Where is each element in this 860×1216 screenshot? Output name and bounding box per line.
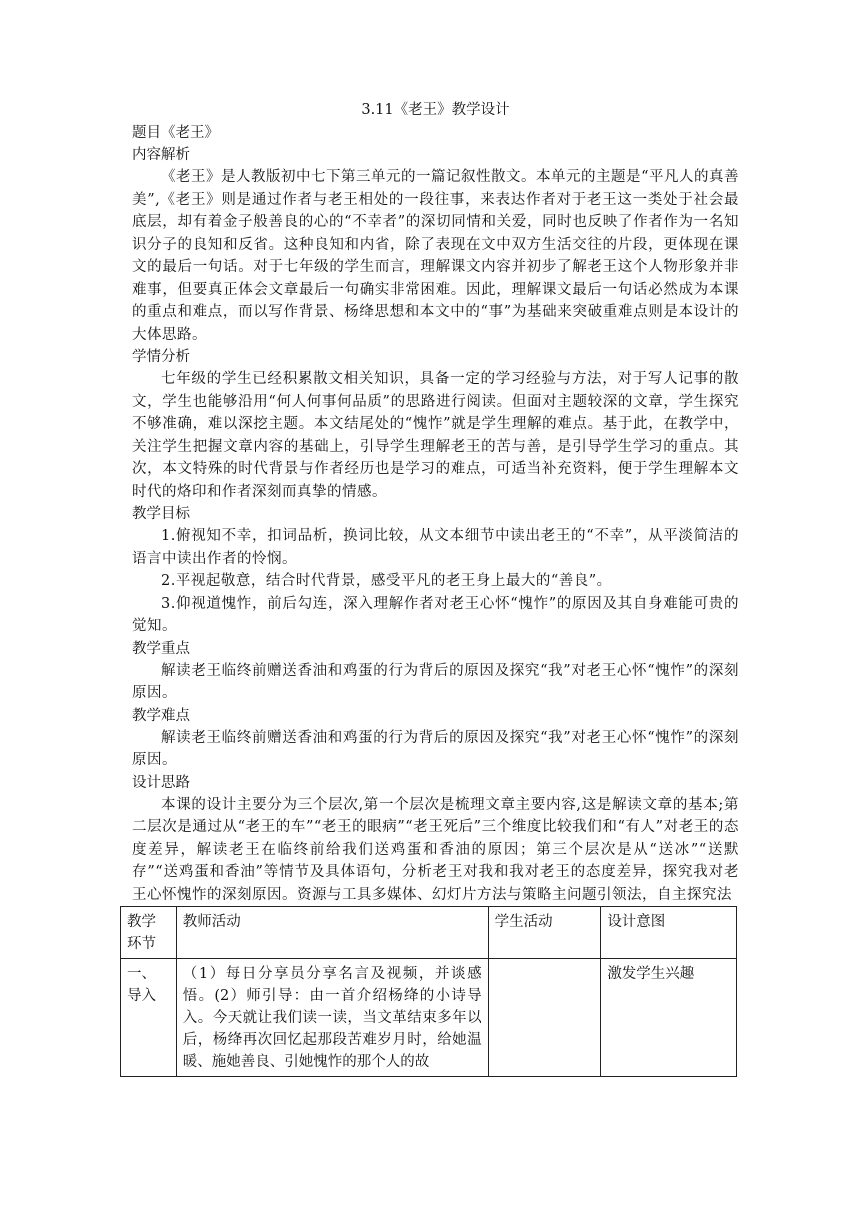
doc-title: 3.11《老王》教学设计	[361, 102, 510, 118]
goal-item: 1.俯视知不幸，扣词品析，换词比较，从文本细节中读出老王的“不幸”，从平淡简洁的语言中读出作者的怜悯。	[132, 528, 739, 567]
lesson-plan-table	[120, 906, 737, 1077]
cell-teacher-activity: （1）每日分享员分享名言及视频，并谈感悟。(2）师引导：由一首介绍杨绛的小诗导入。今天就让我们读一读，当文革结束多年以后，杨绛再次回忆起那段苦难岁月时，给她温暖、施她善良、引她愧怍的那个人的故	[176, 959, 488, 1077]
document-page	[127, 100, 739, 1077]
cell-design-intent: 激发学生兴趣	[601, 959, 737, 1077]
header-cell-teacher: 教师活动	[176, 907, 488, 959]
section-paragraph: 解读老王临终前赠送香油和鸡蛋的行为背后的原因及探究“我”对老王心怀“愧怍”的深刻原因。	[132, 662, 739, 701]
header-cell-intent: 设计意图	[601, 907, 737, 959]
goal-item: 2.平视起敬意，结合时代背景，感受平凡的老王身上最大的“善良”。	[161, 573, 612, 589]
table-header-row	[121, 907, 737, 959]
section-heading: 内容解析	[132, 147, 190, 163]
goal-item: 3.仰视道愧怍，前后勾连，深入理解作者对老王心怀“愧怍”的原因及其自身难能可贵的觉知。	[132, 595, 739, 634]
table-row	[121, 959, 737, 1077]
section-design-ideas	[132, 772, 739, 907]
section-paragraph: 七年级的学生已经积累散文相关知识，具备一定的学习经验与方法，对于写人记事的散文，学生也能够沿用“何人何事何品质”的思路进行阅读。但面对主题较深的文章，学生探究不够准确，难以深挖主题。本文结尾处的“愧怍”就是学生理解的难点。基于此，在教学中，关注学生把握文章内容的基础上，引导学生理解老王的苦与善，是引导学生学习的重点。其次，本文特殊的时代背景与作者经历也是学习的难点，可适当补充资料，便于学生理解本文时代的烙印和作者深刻而真挚的情感。	[132, 371, 739, 500]
section-content-analysis	[132, 144, 739, 346]
section-heading: 教学目标	[132, 506, 190, 522]
section-difficulties	[132, 705, 739, 772]
subject-line: 题目《老王》	[132, 125, 219, 141]
section-heading: 设计思路	[132, 774, 190, 791]
section-heading: 教学难点	[132, 707, 190, 724]
cell-student-activity	[488, 959, 601, 1077]
section-teaching-goals	[132, 503, 739, 638]
header-cell-stage: 教学环节	[121, 907, 177, 959]
section-heading: 教学重点	[132, 640, 190, 657]
section-paragraph: 本课的设计主要分为三个层次,第一个层次是梳理文章主要内容,这是解读文章的基本;第二层次是通过从“老王的车”“老王的眼病”“老王死后”三个维度比较我们和“有人”对老王的态度差异，解读老王在临终前给我们送鸡蛋和香油的原因；第三个层次是从“送冰”“送默存”“送鸡蛋和香油”等情节及具体语句，分析老王对我和我对老王的态度差异，探究我对老王心怀愧怍的深刻原因。资源与工具多媒体、幻灯片方法与策略主问题引领法，自主探究法	[132, 796, 739, 903]
section-paragraph: 《老王》是人教版初中七下第三单元的一篇记叙性散文。本单元的主题是“平凡人的真善美”,《老王》则是通过作者与老王相处的一段往事，来表达作者对于老王这一类处于社会最底层，却有着金子般善良的心的“不幸者”的深切同情和关爱，同时也反映了作者作为一名知识分子的良知和反省。这种良知和内省，除了表现在文中双方生活交往的片段，更体现在课文的最后一句话。对于七年级的学生而言，理解课文内容并初步了解老王这个人物形象并非难事，但要真正体会文章最后一句确实非常困难。因此，理解课文最后一句话必然成为本课的重点和难点，而以写作背景、杨绛思想和本文中的“事”为基础来突破重难点则是本设计的大体思路。	[132, 169, 739, 343]
section-paragraph: 解读老王临终前赠送香油和鸡蛋的行为背后的原因及探究“我”对老王心怀“愧怍”的深刻原因。	[132, 729, 739, 768]
section-heading: 学情分析	[132, 349, 190, 365]
section-key-points	[132, 638, 739, 705]
cell-stage: 一、导入	[121, 959, 177, 1077]
header-cell-student: 学生活动	[488, 907, 601, 959]
section-learner-analysis	[132, 346, 739, 503]
